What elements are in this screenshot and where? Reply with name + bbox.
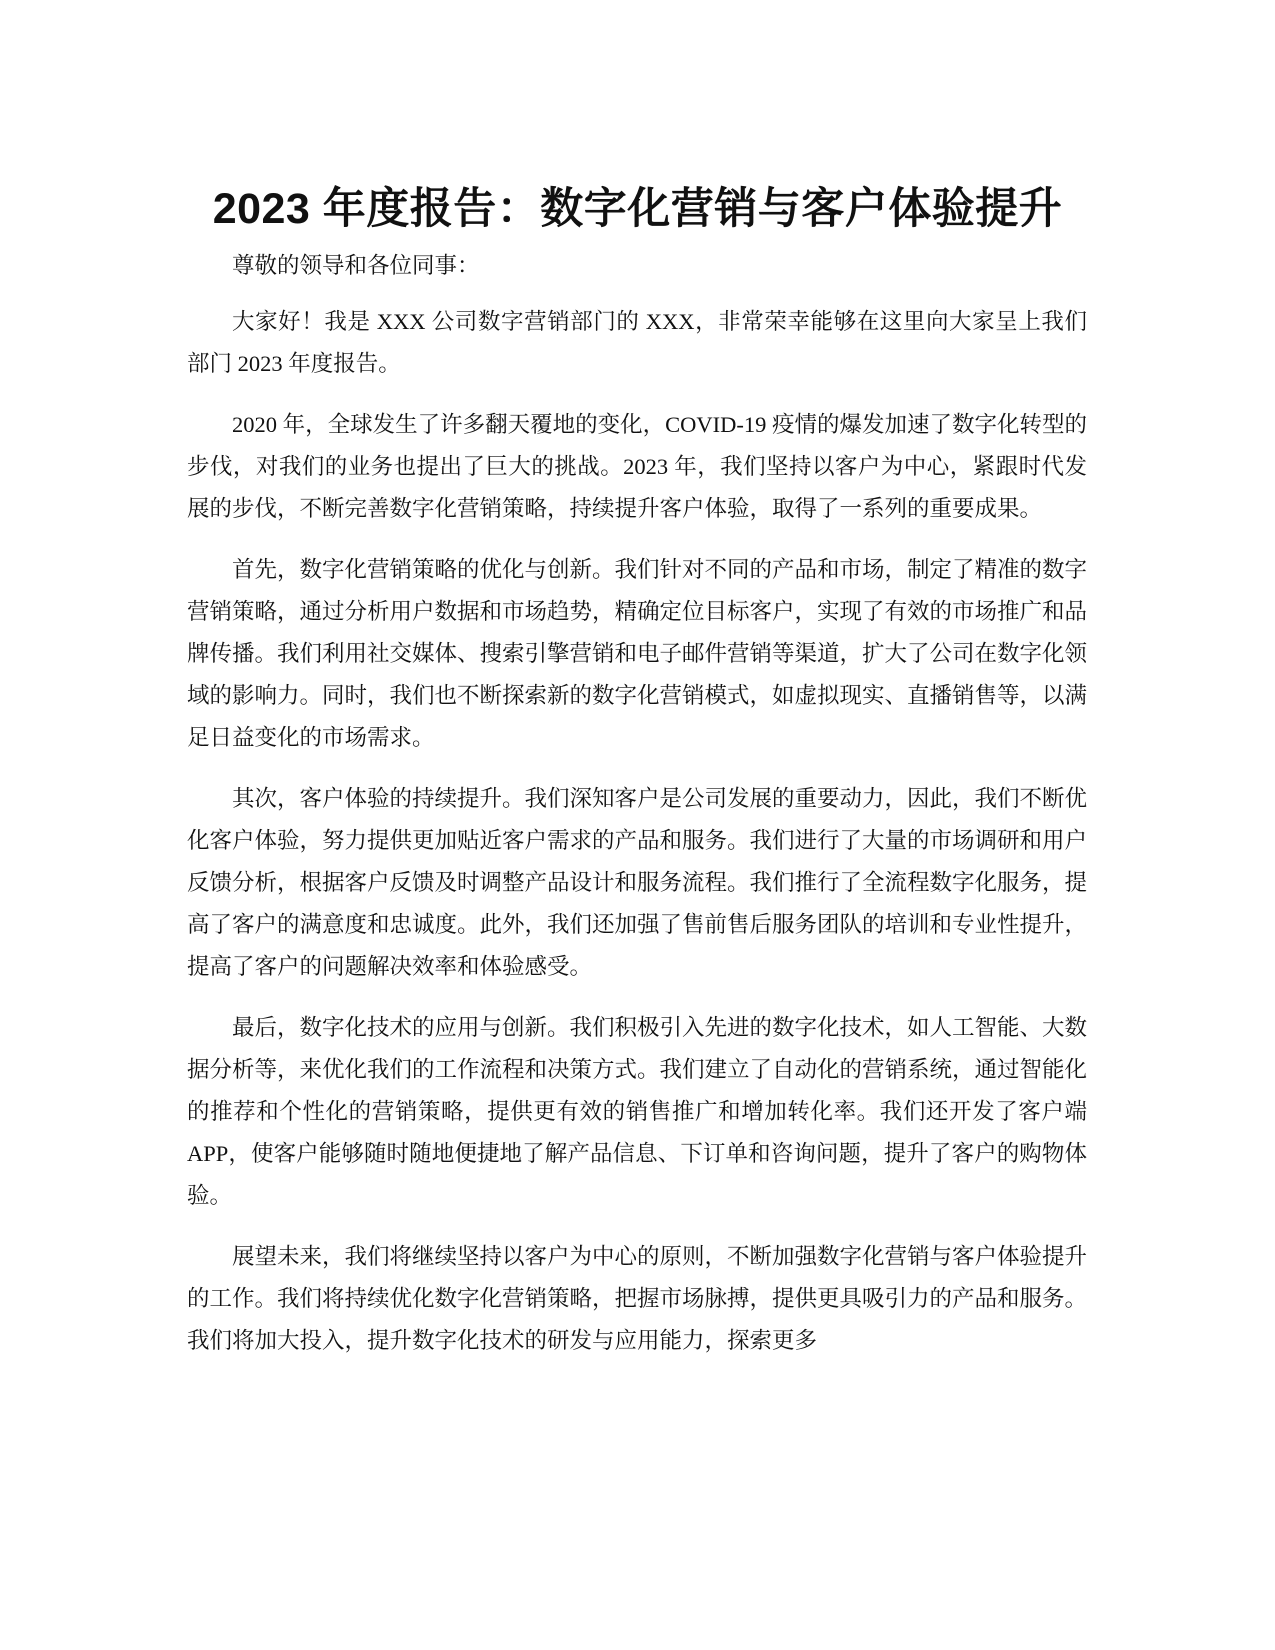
document-body: [187, 245, 1087, 1362]
paragraph-marketing-strategy: 首先，数字化营销策略的优化与创新。我们针对不同的产品和市场，制定了精准的数字营销策略，通过分析用户数据和市场趋势，精确定位目标客户，实现了有效的市场推广和品牌传播。我们利用社交媒体、搜索引擎营销和电子邮件营销等渠道，扩大了公司在数字化领域的影响力。同时，我们也不断探索新的数字化营销模式，如虚拟现实、直播销售等，以满足日益变化的市场需求。: [187, 557, 1088, 750]
salutation: 尊敬的领导和各位同事：: [232, 253, 480, 278]
paragraph-digital-technology: 最后，数字化技术的应用与创新。我们积极引入先进的数字化技术，如人工智能、大数据分析等，来优化我们的工作流程和决策方式。我们建立了自动化的营销系统，通过智能化的推荐和个性化的营销策略，提供更有效的销售推广和增加转化率。我们还开发了客户端 APP，使客户能够随时随地便捷地了解产品信息、下订单和咨询问题，提升了客户的购物体验。: [187, 1015, 1088, 1208]
paragraph-greeting: 大家好！我是 XXX 公司数字营销部门的 XXX，非常荣幸能够在这里向大家呈上我们部门 2023 年度报告。: [187, 309, 1087, 376]
paragraph-customer-experience: 其次，客户体验的持续提升。我们深知客户是公司发展的重要动力，因此，我们不断优化客户体验，努力提供更加贴近客户需求的产品和服务。我们进行了大量的市场调研和用户反馈分析，根据客户反馈及时调整产品设计和服务流程。我们推行了全流程数字化服务，提高了客户的满意度和忠诚度。此外，我们还加强了售前售后服务团队的培训和专业性提升，提高了客户的问题解决效率和体验感受。: [187, 786, 1088, 979]
document-title: 2023 年度报告：数字化营销与客户体验提升: [212, 184, 1063, 233]
paragraph-background: 2020 年，全球发生了许多翻天覆地的变化，COVID-19 疫情的爆发加速了数字化转型的步伐，对我们的业务也提出了巨大的挑战。2023 年，我们坚持以客户为中心，紧跟时代发展的步伐，不断完善数字化营销策略，持续提升客户体验，取得了一系列的重要成果。: [187, 412, 1087, 521]
paragraph-outlook: 展望未来，我们将继续坚持以客户为中心的原则，不断加强数字化营销与客户体验提升的工作。我们将持续优化数字化营销策略，把握市场脉搏，提供更具吸引力的产品和服务。我们将加大投入，提升数字化技术的研发与应用能力，探索更多: [187, 1244, 1088, 1353]
